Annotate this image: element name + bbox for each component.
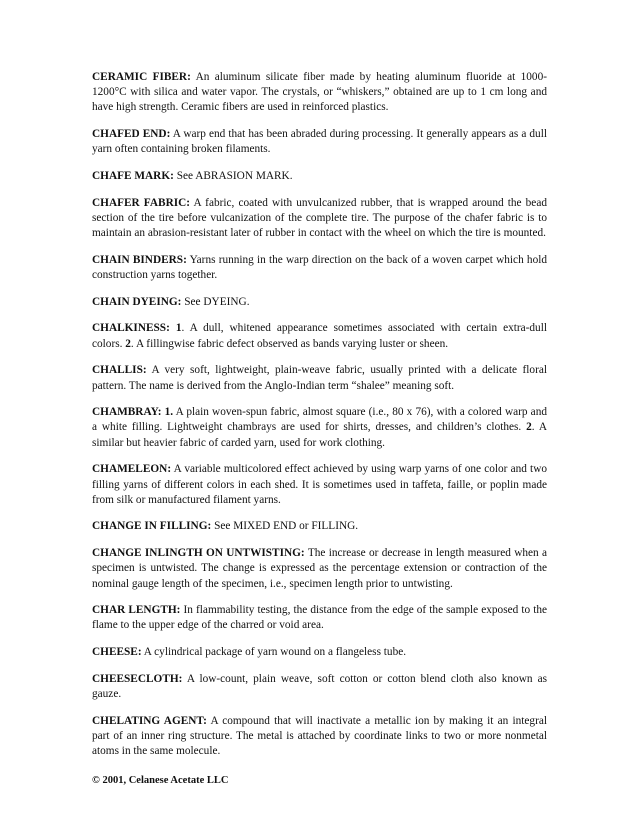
entry-chelating-agent <box>92 714 547 760</box>
entry-definition: In flammability testing, the distance from the edge of the sample exposed to the flame to the upper edge of the charred or void area. <box>92 604 548 632</box>
entry-definition: A cylindrical package of yarn wound on a flangeless tube. <box>141 646 407 659</box>
sense-number: 1 <box>175 322 182 335</box>
entry-term: CHAIN BINDERS: <box>92 253 187 266</box>
entry-chain-dyeing <box>92 295 547 310</box>
entry-cheese <box>92 645 547 660</box>
entry-chain-binders <box>92 253 547 283</box>
entry-chafed-end <box>92 127 547 157</box>
entry-term: CHEESE: <box>92 646 142 659</box>
entry-definition-sense: . A dull, whitened appearance sometimes associated with certain extra-dull colors. <box>92 322 547 350</box>
entry-definition: See ABRASION MARK. <box>173 170 293 183</box>
entry-definition: A low-count, plain weave, soft cotton or cotton blend cloth also known as gauze. <box>92 672 547 701</box>
page-footer: © 2001, Celanese Acetate LLC <box>92 775 229 786</box>
entry-definition: A warp end that has been abraded during processing. It generally appears as a dull yarn often containing broken filaments. <box>92 128 547 156</box>
entry-term: CHAMELEON: <box>92 463 172 476</box>
entry-chafer-fabric <box>92 196 547 242</box>
entry-term: CHEESECLOTH: <box>92 672 183 685</box>
entry-challis <box>92 363 547 393</box>
entry-definition: A fabric, coated with unvulcanized rubber, that is wrapped around the bead section of the tire before vulcanization of the complete tire. The purpose of the chafer fabric is to maintain an abrasion-resistant later of rubber in contact with the wheel on which the tire is mounted. <box>92 196 547 240</box>
entry-term: CERAMIC FIBER: <box>92 71 191 83</box>
entry-term: CHELATING AGENT: <box>92 714 207 727</box>
entry-term: CHANGE INLINGTH ON UNTWISTING: <box>92 547 305 560</box>
entry-chambray <box>92 405 547 451</box>
entry-definition-sense: . A fillingwise fabric defect observed as bands varying luster or sheen. <box>130 337 449 350</box>
entry-definition: A variable multicolored effect achieved by using warp yarns of one color and two filling yarns of different colors in each shed. It is sometimes used in taffeta, faille, or poplin made from silk or manufactured filament yarns. <box>92 463 547 506</box>
entry-chafe-mark <box>92 169 547 184</box>
entry-definition: See MIXED END or FILLING. <box>211 520 359 533</box>
entry-definition: A plain woven-spun fabric, almost square (i.e., 80 x 76), with a colored warp and a white filling. Lightweight chambrays are used for shirts, dresses, and children’s clothes. <box>92 406 547 434</box>
sense-number: 2 <box>125 337 131 350</box>
entry-term: CHAMBRAY: 1. <box>92 406 174 419</box>
entry-chalkiness <box>92 321 547 351</box>
entry-cheesecloth <box>92 672 547 702</box>
entry-definition: A compound that will inactivate a metallic ion by making it an integral part of an inner ring structure. The metal is attached by coordinate links to two or more nonmetal atoms in the same molecule. <box>92 714 547 758</box>
entry-term: CHAIN DYEING: <box>92 295 182 308</box>
entry-term: CHANGE IN FILLING: <box>92 520 212 533</box>
entry-term: CHAFER FABRIC: <box>92 196 191 209</box>
entry-definition: The increase or decrease in length measured when a specimen is untwisted. The change is expressed as the percentage extension or contraction of the nominal gauge length of the specimen, i.e., specimen length prior to untwisting. <box>92 547 547 590</box>
entry-definition: A very soft, lightweight, plain-weave fabric, usually printed with a delicate floral pattern. The name is derived from the Anglo-Indian term “shalee” meaning soft. <box>92 364 547 392</box>
entry-term: CHALKINESS: <box>92 322 170 335</box>
entry-definition-sense: . A similar but heavier fabric of carded yarn, used for work clothing. <box>92 421 547 449</box>
entry-change-in-length <box>92 546 547 592</box>
sense-number: 2 <box>526 421 532 434</box>
entry-definition: Yarns running in the warp direction on the back of a woven carpet which hold construction yarns together. <box>92 253 548 282</box>
entry-term: CHALLIS: <box>92 364 147 377</box>
entry-change-in-filling <box>92 519 547 534</box>
glossary-page <box>92 70 547 771</box>
entry-definition: An aluminum silicate fiber made by heating aluminum fluoride at 1000-1200°C with silica and water vapor. The crystals, or “whiskers,” obtained are up to 1 cm long and have high strength. Ceramic fibers are used in reinforced plastics. <box>92 71 547 114</box>
entry-term: CHAFED END: <box>92 128 171 141</box>
entry-char-length <box>92 603 547 633</box>
entry-ceramic-fiber <box>92 70 547 116</box>
entry-term: CHAR LENGTH: <box>92 604 181 617</box>
entry-chameleon <box>92 462 547 508</box>
entry-definition: See DYEING. <box>181 295 250 308</box>
entry-term: CHAFE MARK: <box>92 170 174 183</box>
